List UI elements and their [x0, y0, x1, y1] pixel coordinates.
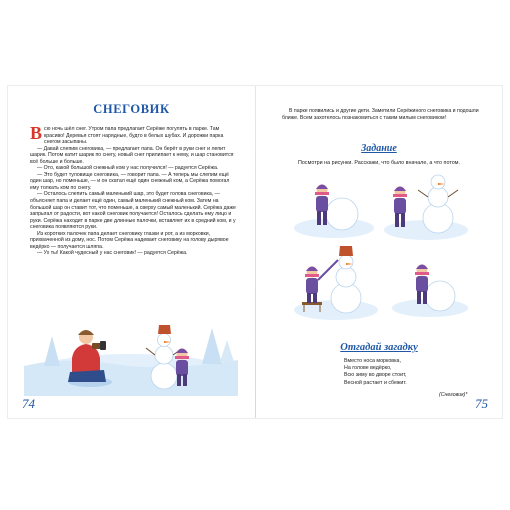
riddle-text — [344, 358, 407, 387]
story-paragraph: — Давай слепим снеговика, — предлагает папа. Он берёт в руки снег и лепит шарик. Потом катит шарик по снегу, новый снег прилипает к нему, и шар становится всё больше и больше. — [30, 145, 234, 165]
story-paragraph: Из коротких палочек папа делает снеговику глазки и рот, а из морковки, прихваченной из дому, нос. Потом Серёжа надевает снеговику на голову дырявое ведёрко — получается шляпа. — [30, 230, 229, 250]
task-text: Посмотри на рисунки. Расскажи, что было вначале, а что потом. — [298, 160, 460, 166]
left-page — [8, 86, 255, 418]
story-title: СНЕГОВИК — [93, 102, 170, 116]
page-number-right: 75 — [475, 396, 488, 411]
snowman-photo-illustration — [24, 310, 238, 396]
sequence-picture-1 — [294, 170, 374, 240]
story-text — [30, 123, 236, 257]
sequence-picture-4 — [392, 252, 468, 318]
story-paragraph: — Это будет туловище снеговика, — говорит папа. — А теперь мы слепим ещё один шар, но поменьше, — и он скатал ещё один снежный ком, а Серёжа помогал ему толкать ком по снегу. — [30, 171, 230, 191]
riddle-answer: (Снеговик)* — [439, 392, 468, 398]
story-paragraph: — Ото, какой большой снежный ком у нас получился! — радуется Серёжа. — [37, 165, 219, 172]
sequence-picture-3 — [294, 242, 378, 322]
right-paragraph: В парке появились и другие дети. Заметили Серёжиного снеговика и подошли ближе. Всем захотелось познакомиться с таким милым снеговиком! — [282, 108, 479, 121]
page-number-left: 74 — [22, 396, 35, 411]
story-paragraph-1: Всю ночь шёл снег. Утром папа предлагает Серёже погулять в парке. Там красиво! Деревья стоят нарядные, будто в белых шубах. И дорожки парка снегом засыпаны. — [30, 123, 224, 146]
sequence-picture-2 — [384, 170, 468, 242]
riddle-line: Всю зиму во дворе стоит, — [344, 372, 407, 379]
story-paragraph: — Ух ты! Какой чудесный у нас снеговик! — радуется Серёжа. — [37, 250, 188, 257]
drop-cap: В — [30, 123, 43, 143]
right-page — [256, 86, 502, 418]
task-heading: Задание — [361, 143, 397, 154]
riddle-line: На голове ведёрко, — [344, 365, 392, 372]
riddle-line: Вместо носа морковка, — [344, 358, 401, 364]
riddle-line: Весной растает и сбежит. — [344, 379, 407, 386]
story-paragraph: — Осталось слепить самый маленький шар, это будет голова снеговика, — объясняет папа и делает ещё один, самый маленький снежный ком. Затем на большой шар он ставит тот, что поменьше, а сверху самый маленький. Серёжа даже запрыгал от радости, вот какой снеговик получается! Осталось сделать ему лицо и руки. Серёжа находит в парке две длинные палочки, вставляет их в средний ком, и у снеговика появляются руки. — [30, 191, 236, 231]
riddle-heading: Отгадай загадку — [340, 342, 418, 353]
